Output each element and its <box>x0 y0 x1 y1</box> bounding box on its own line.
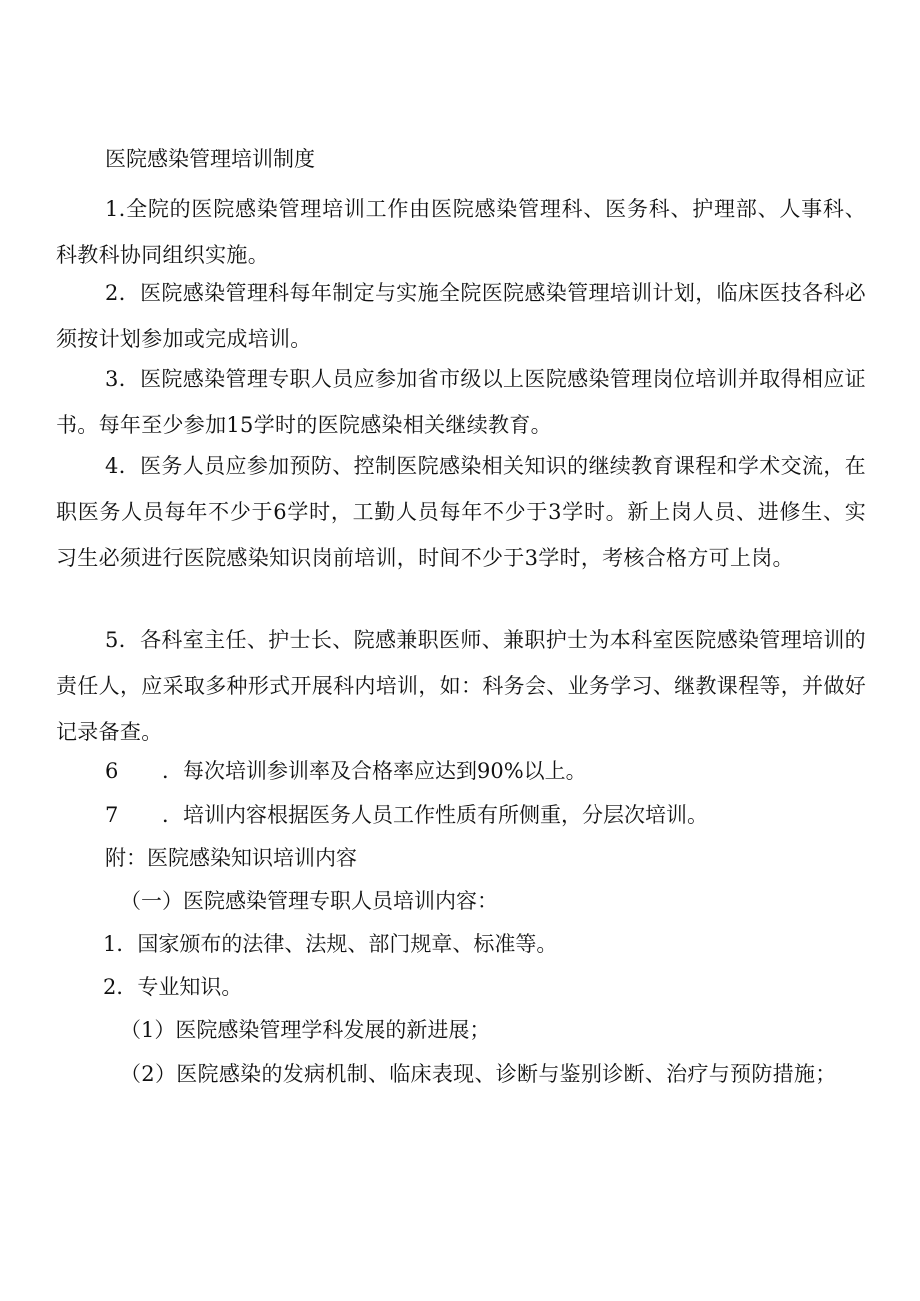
document-title: 医院感染管理培训制度 <box>105 147 315 171</box>
item-7-number: 7 <box>105 803 119 827</box>
section-1-item-1: 1．国家颁布的法律、法规、部门规章、标准等。 <box>103 932 558 956</box>
section-1-title: （一）医院感染管理专职人员培训内容： <box>120 889 498 913</box>
item-7 <box>105 800 708 830</box>
item-7-text: ．培训内容根据医务人员工作性质有所侧重，分层次培训。 <box>162 803 708 827</box>
paragraph-3: 3．医院感染管理专职人员应参加省市级以上医院感染管理岗位培训并取得相应证书。每年至少参加15学时的医院感染相关继续教育。 <box>56 367 866 437</box>
paragraph-4: 4．医务人员应参加预防、控制医院感染相关知识的继续教育课程和学术交流，在职医务人员每年不少于6学时，工勤人员每年不少于3学时。新上岗人员、进修生、实习生必须进行医院感染知识岗前培训，时间不少于3学时，考核合格方可上岗。 <box>56 454 866 570</box>
paragraph-5: 5．各科室主任、护士长、院感兼职医师、兼职护士为本科室医院感染管理培训的责任人，应采取多种形式开展科内培训，如：科务会、业务学习、继教课程等，并做好记录备查。 <box>56 628 866 744</box>
appendix-title: 附：医院感染知识培训内容 <box>105 846 357 870</box>
section-1-item-2: 2．专业知识。 <box>103 975 243 999</box>
item-6-text: ．每次培训参训率及合格率应达到90%以上。 <box>162 759 587 783</box>
item-6 <box>105 756 587 786</box>
subsection-item-1: （1）医院感染管理学科发展的新进展； <box>120 1018 491 1042</box>
item-6-number: 6 <box>105 759 119 783</box>
paragraph-1: 1.全院的医院感染管理培训工作由医院感染管理科、医务科、护理部、人事科、科教科协同组织实施。 <box>56 197 866 267</box>
subsection-item-2: （2）医院感染的发病机制、临床表现、诊断与鉴别诊断、治疗与预防措施； <box>120 1062 837 1086</box>
paragraph-2: 2．医院感染管理科每年制定与实施全院医院感染管理培训计划，临床医技各科必须按计划参加或完成培训。 <box>56 281 866 351</box>
